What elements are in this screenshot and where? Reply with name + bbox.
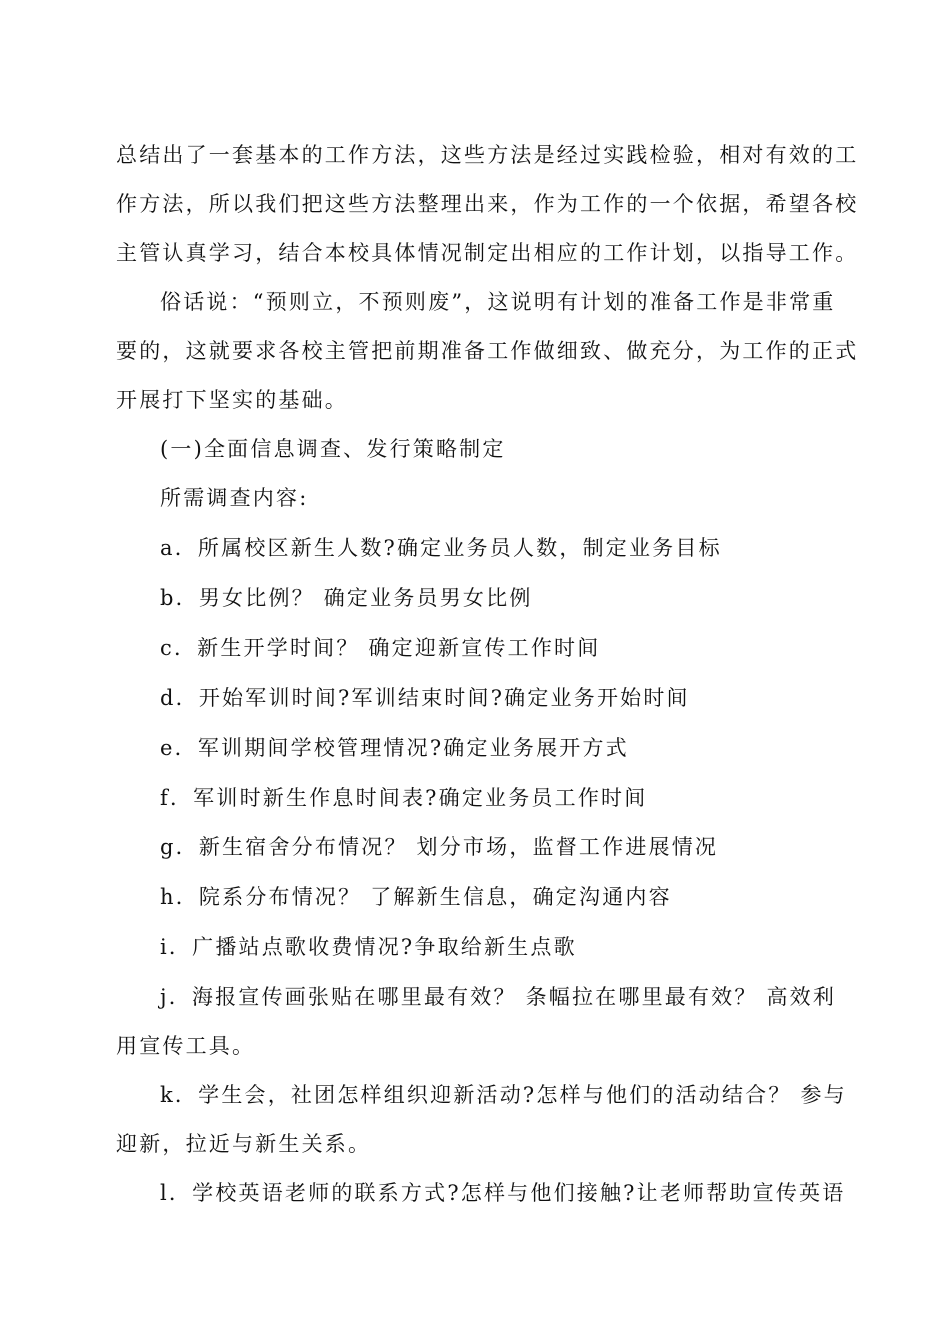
paragraph-1-line-3: 主管认真学习，结合本校具体情况制定出相应的工作计划，以指导工作。 [116,241,859,265]
list-item: d．开始军训时间?军训结束时间?确定业务开始时间 [160,686,690,710]
list-item: h．院系分布情况？ 了解新生信息，确定沟通内容 [160,885,672,909]
list-item: i．广播站点歌收费情况?争取给新生点歌 [160,935,577,959]
paragraph-1-line-1: 总结出了一套基本的工作方法，这些方法是经过实践检验，相对有效的工 [116,143,859,167]
paragraph-2-line-3: 开展打下坚实的基础。 [116,388,348,412]
paragraph-2-line-1: 俗话说：“预则立，不预则废”，这说明有计划的准备工作是非常重 [160,290,836,314]
list-item: a．所属校区新生人数?确定业务员人数，制定业务目标 [160,536,722,560]
list-item-j-line-1: j．海报宣传画张贴在哪里最有效？ 条幅拉在哪里最有效？ 高效利 [160,985,837,1009]
list-item-l-line-1: l．学校英语老师的联系方式?怎样与他们接触?让老师帮助宣传英语 [160,1181,846,1205]
list-item: b．男女比例？ 确定业务员男女比例 [160,586,533,610]
paragraph-1-line-2: 作方法，所以我们把这些方法整理出来，作为工作的一个依据，希望各校 [116,192,859,216]
paragraph-2-line-2: 要的，这就要求各校主管把前期准备工作做细致、做充分，为工作的正式 [116,339,859,363]
list-item: e．军训期间学校管理情况?确定业务展开方式 [160,736,629,760]
list-item: c．新生开学时间？ 确定迎新宣传工作时间 [160,636,601,660]
list-item: g．新生宿舍分布情况？ 划分市场，监督工作进展情况 [160,835,719,859]
list-item-j-line-2: 用宣传工具。 [116,1034,256,1058]
section-heading: (一)全面信息调查、发行策略制定 [160,437,506,461]
list-item-k-line-1: k．学生会，社团怎样组织迎新活动?怎样与他们的活动结合？ 参与 [160,1083,847,1107]
list-item-k-line-2: 迎新，拉近与新生关系。 [116,1132,372,1156]
list-item: f．军训时新生作息时间表?确定业务员工作时间 [160,786,648,810]
survey-intro: 所需调查内容: [160,486,309,510]
